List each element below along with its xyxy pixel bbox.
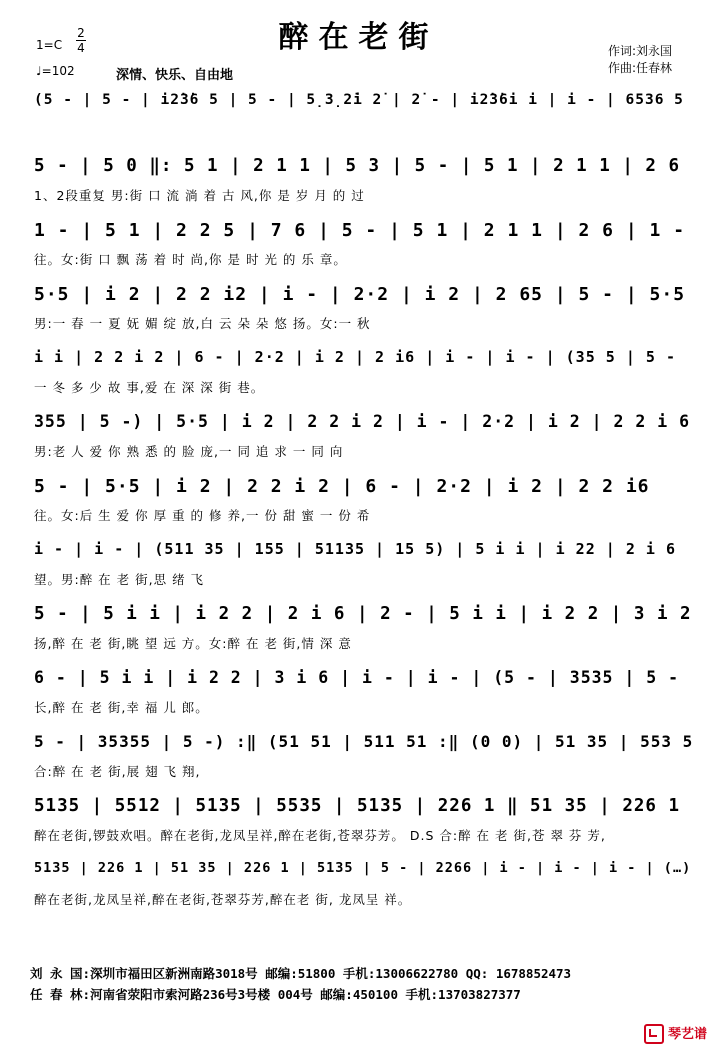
notation-line: 5 - | 35355 | 5 -) :‖ (51 51 | 511 51 :‖ (0 0) | 51 35 | 553 5 bbox=[34, 732, 694, 751]
lyrics-line: 长,醉 在 老 街,幸 福 儿 郎。 bbox=[34, 700, 209, 715]
lyricist-credit: 作词:刘永国 bbox=[608, 44, 673, 58]
notation-line: 6 - | 5 i i | i 2 2 | 3 i 6 | i - | i - | (5 - | 3535 | 5 - bbox=[34, 668, 680, 687]
expression-mark: 深情、快乐、自由地 bbox=[116, 68, 234, 83]
lyrics-line: 男:老 人 爱 你 熟 悉 的 脸 庞,一 同 追 求 一 同 向 bbox=[34, 444, 344, 459]
watermark-logo: 琴艺谱 bbox=[644, 1023, 707, 1045]
lyrics-line: 1、2段重复 男:街 口 流 淌 着 古 风,你 是 岁 月 的 过 bbox=[34, 188, 365, 203]
lyrics-line: 扬,醉 在 老 街,眺 望 远 方。女:醉 在 老 街,情 深 意 bbox=[34, 636, 352, 651]
footer-contact-2: 任 春 林:河南省荥阳市索河路236号3号楼 004号 邮编:450100 手机:13703827377 bbox=[30, 987, 521, 1002]
score-title: 醉在老街 bbox=[278, 20, 439, 55]
footer-contact-1: 刘 永 国:深圳市福田区新洲南路3018号 邮编:51800 手机:13006622780 QQ: 1678852473 bbox=[30, 966, 572, 981]
notation-line: i i | 2 2 i 2 | 6 - | 2·2 | i 2 | 2 i6 | i - | i - | (35 5 | 5 - bbox=[34, 348, 676, 366]
lyrics-line: 男:一 春 一 夏 妩 媚 绽 放,白 云 朵 朵 悠 扬。女:一 秋 bbox=[34, 316, 371, 331]
logo-icon bbox=[644, 1024, 664, 1044]
notation-line: 5 - | 5 0 ‖: 5 1 | 2 1 1 | 5 3 | 5 - | 5 1 | 2 1 1 | 2 6 bbox=[34, 156, 681, 176]
notation-line: (5 - | 5 - | i2̇3̇6 5 | 5 - | 5̣3̣2̇i 2̇ | 2̇ - | i2̇3̇6i i | i - | 6536 5 bbox=[34, 92, 684, 108]
tempo-mark: ♩=102 bbox=[36, 64, 75, 78]
notation-line: 5135 | 5512 | 5135 | 5535 | 5135 | 226 1 ‖ 51 35 | 226 1 bbox=[34, 796, 681, 816]
lyrics-line: 醉在老街,锣鼓欢唱。醉在老街,龙凤呈祥,醉在老街,苍翠芬芳。 D.S 合:醉 在 老 街,苍 翠 芬 芳, bbox=[34, 828, 606, 843]
time-signature bbox=[76, 26, 86, 55]
notation-line: 5135 | 226 1 | 51 35 | 226 1 | 5135 | 5 - | 2266 | i - | i - | i - | (…) bbox=[34, 860, 692, 876]
lyrics-line: 合:醉 在 老 街,展 翅 飞 翔, bbox=[34, 764, 201, 779]
notation-line: 5 - | 5 i i | i 2 2 | 2 i 6 | 2 - | 5 i i | i 2 2 | 3 i 2 bbox=[34, 604, 692, 624]
notation-line: 355 | 5 -) | 5·5 | i 2 | 2 2 i 2 | i - | 2·2 | i 2 | 2 2 i 6 bbox=[34, 412, 691, 431]
notation-line: 5·5 | i 2 | 2 2 i2 | i - | 2·2 | i 2 | 2 65 | 5 - | 5·5 bbox=[34, 284, 686, 305]
key-signature: 1=C bbox=[36, 38, 63, 52]
composer-credit: 作曲:任春林 bbox=[608, 61, 673, 75]
notation-line: i - | i - | (511 35 | 155 | 51135 | 15 5) | 5 i i | i 22 | 2 i 6 bbox=[34, 540, 676, 558]
lyrics-line: 醉在老街,龙凤呈祥,醉在老街,苍翠芬芳,醉在老 街, 龙凤呈 祥。 bbox=[34, 892, 412, 907]
lyrics-line: 往。女:后 生 爱 你 厚 重 的 修 养,一 份 甜 蜜 一 份 希 bbox=[34, 508, 371, 523]
time-bottom: 4 bbox=[77, 41, 85, 55]
lyrics-line: 望。男:醉 在 老 街,思 绪 飞 bbox=[34, 572, 205, 587]
lyrics-line: 往。女:街 口 飘 荡 着 时 尚,你 是 时 光 的 乐 章。 bbox=[34, 252, 347, 267]
notation-line: 5 - | 5·5 | i 2 | 2 2 i 2 | 6 - | 2·2 | i 2 | 2 2 i6 bbox=[34, 476, 650, 497]
lyrics-line: 一 冬 多 少 故 事,爱 在 深 深 街 巷。 bbox=[34, 380, 265, 395]
time-top: 2 bbox=[77, 26, 85, 40]
quarter-note-icon: ♩ bbox=[36, 64, 42, 78]
notation-line: 1 - | 5 1 | 2 2 5 | 7 6 | 5 - | 5 1 | 2 1 1 | 2 6 | 1 - bbox=[34, 220, 686, 241]
